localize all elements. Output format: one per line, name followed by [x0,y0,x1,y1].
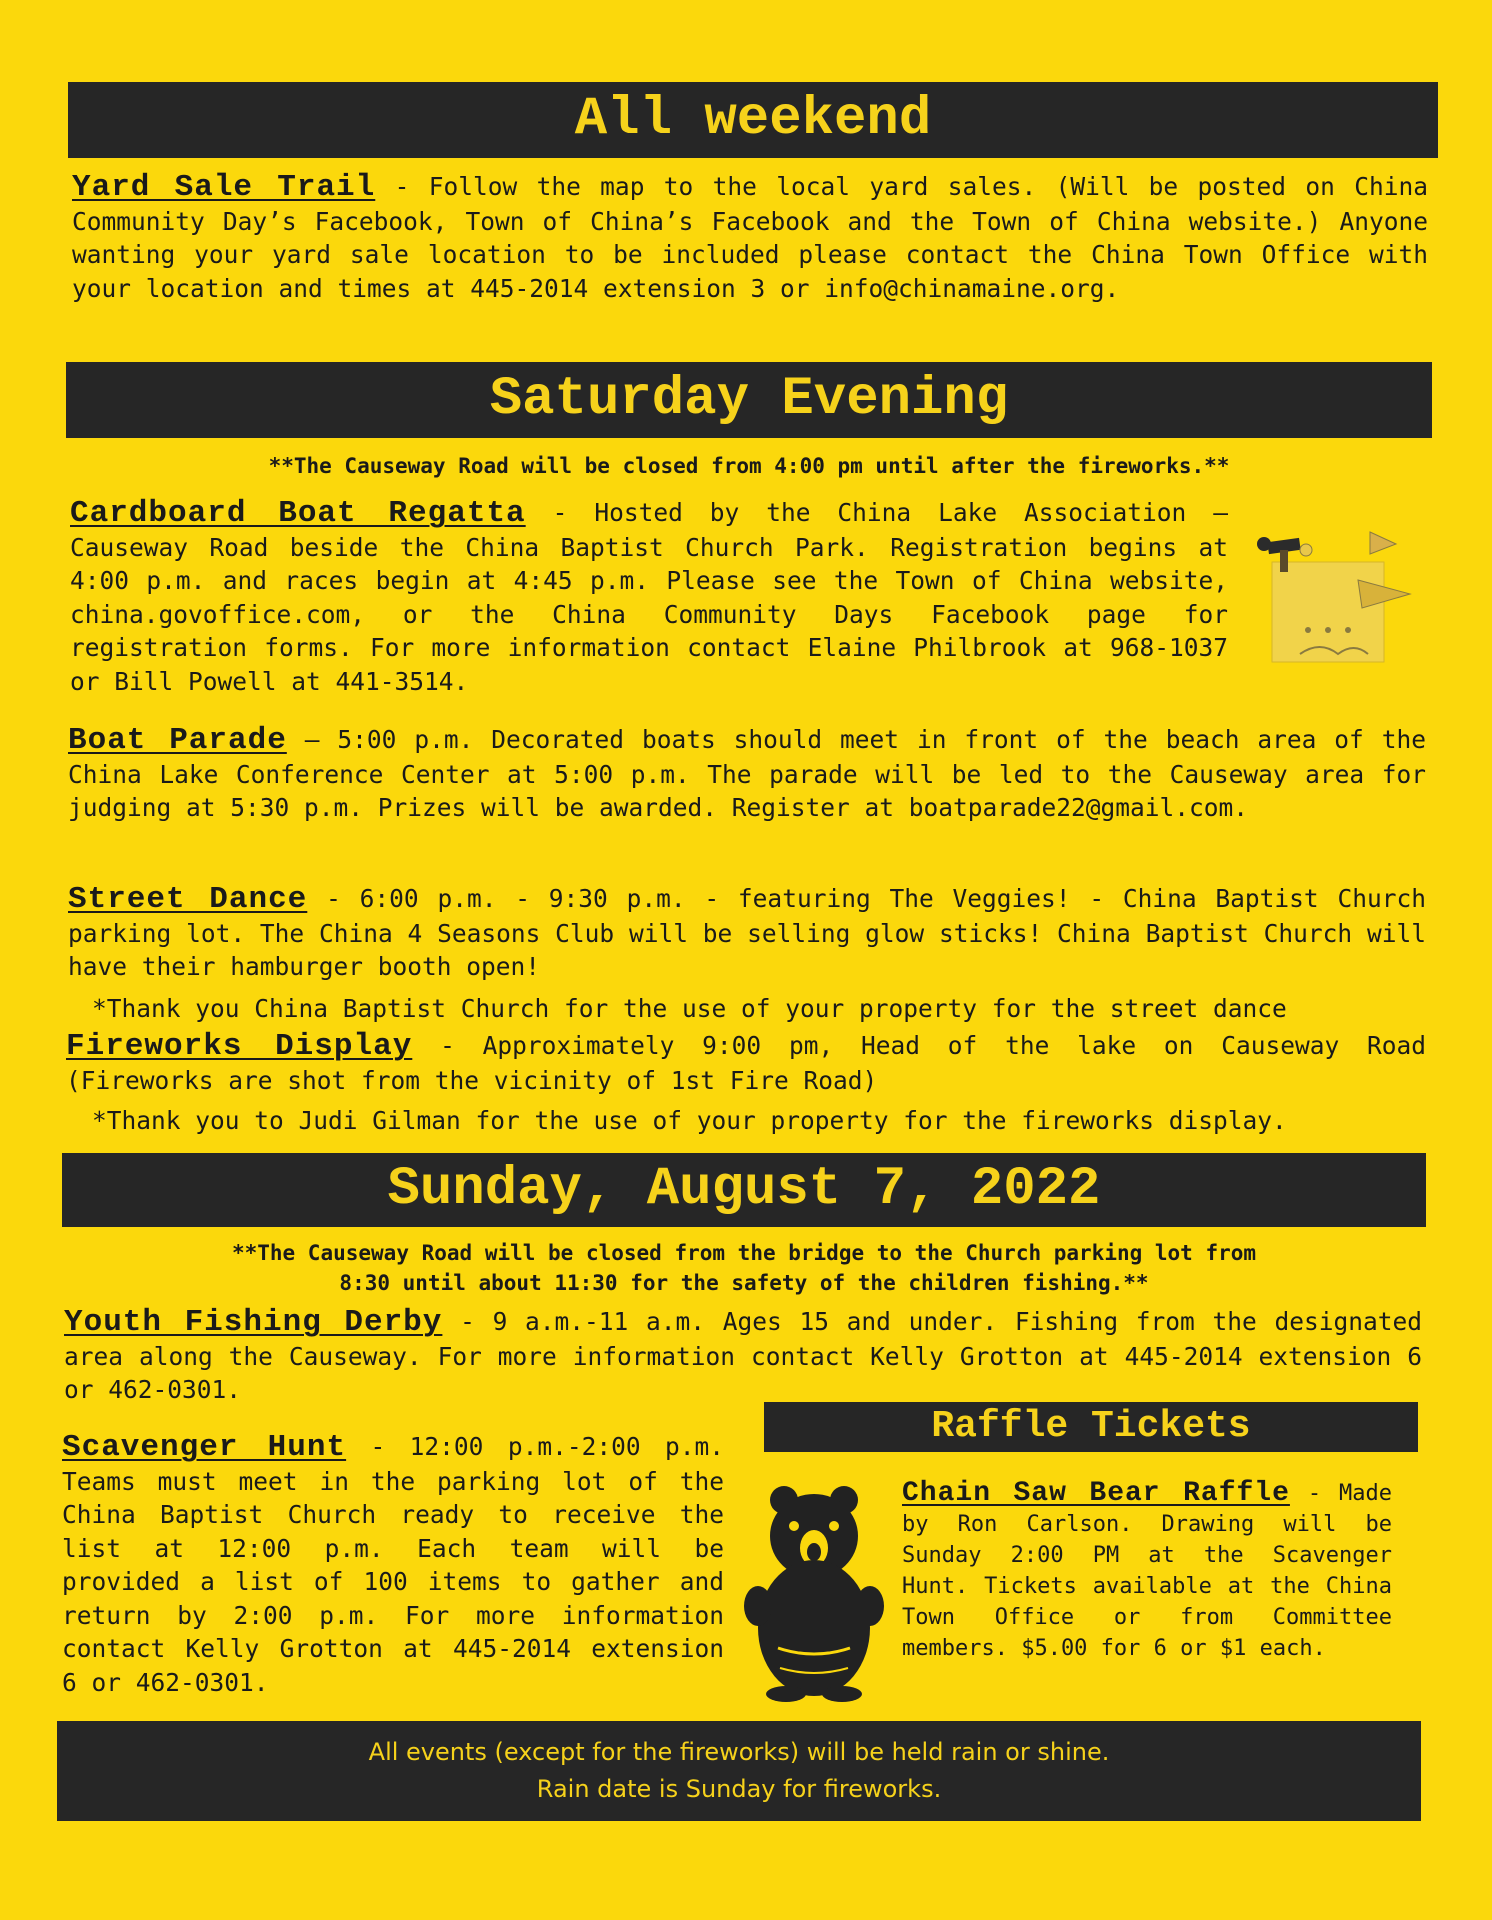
yard-sale-title: Yard Sale Trail [72,170,376,205]
sunday-road-note-line2: 8:30 until about 11:30 for the safety of the children fishing.** [339,1271,1149,1295]
yard-sale-paragraph [72,170,1428,305]
regatta-title: Cardboard Boat Regatta [70,496,526,531]
chainsaw-bear-illustration [744,1478,884,1703]
regatta-paragraph [70,496,1228,698]
fireworks-text: - Approximately 9:00 pm, Head of the lake on Causeway Road (Fireworks are shot from the vicinity of 1st Fire Road) [66,1031,1426,1095]
boat-parade-text: – 5:00 p.m. Decorated boats should meet in front of the beach area of the China Lake Conference Center at 5:00 p.m. The parade will be led to the Causeway area for judging at 5:30 p.m. Prizes will be awarded. Register at boatparade22@gmail.com. [68,725,1426,822]
saturday-heading: Saturday Evening [66,362,1432,438]
raffle-title: Chain Saw Bear Raffle [902,1478,1290,1509]
fishing-derby-paragraph [64,1305,1422,1407]
raffle-heading: Raffle Tickets [764,1402,1418,1452]
fireworks-title: Fireworks Display [66,1029,413,1064]
scavenger-hunt-title: Scavenger Hunt [62,1430,347,1465]
raffle-text: - Made by Ron Carlson. Drawing will be Sunday 2:00 PM at the Scavenger Hunt. Tickets available at the China Town Office or from Committee members. $5.00 for 6 or $1 each. [902,1481,1393,1661]
raffle-paragraph [902,1478,1392,1664]
fireworks-paragraph [66,1029,1426,1097]
fireworks-thanks: *Thank you to Judi Gilman for the use of your property for the fireworks display. [92,1106,1287,1135]
fishing-derby-text: - 9 a.m.-11 a.m. Ages 15 and under. Fishing from the designated area along the Causeway. For more information contact Kelly Grotton at 445-2014 extension 6 or 462-0301. [64,1307,1422,1404]
street-dance-title: Street Dance [68,882,308,917]
yard-sale-text: - Follow the map to the local yard sales. (Will be posted on China Community Day’s Facebook, Town of China’s Facebook and the Town of China website.) Anyone wanting your yard sale location to be included please contact the China Town Office with your location and times at 445-2014 extension 3 or info@chinamaine.org. [72,172,1428,303]
fishing-derby-title: Youth Fishing Derby [64,1305,443,1340]
boat-parade-paragraph [68,723,1426,825]
sunday-road-note-line1: **The Causeway Road will be closed from the bridge to the Church parking lot from [231,1241,1257,1265]
cardboard-boat-illustration [1250,522,1420,672]
footer-line1: All events (except for the fireworks) will be held rain or shine. [368,1738,1110,1766]
street-dance-text: - 6:00 p.m. - 9:30 p.m. - featuring The Veggies! - China Baptist Church parking lot. The China 4 Seasons Club will be selling glow sticks! China Baptist Church will have their hamburger booth open! [68,884,1426,981]
scavenger-hunt-text: - 12:00 p.m.-2:00 p.m. Teams must meet in the parking lot of the China Baptist Church ready to receive the list at 12:00 p.m. Each team will be provided a list of 100 items to gather and return by 2:00 p.m. For more information contact Kelly Grotton at 445-2014 extension 6 or 462-0301. [62,1432,724,1697]
boat-parade-title: Boat Parade [68,723,287,758]
street-dance-thanks: *Thank you China Baptist Church for the use of your property for the street dance [92,994,1287,1023]
sunday-heading: Sunday, August 7, 2022 [62,1153,1426,1227]
footer-line2: Rain date is Sunday for fireworks. [536,1775,942,1803]
footer-banner [57,1721,1421,1821]
regatta-text: - Hosted by the China Lake Association – Causeway Road beside the China Baptist Church Park. Registration begins at 4:00 p.m. and races begin at 4:45 p.m. Please see the Town of China website, china.govoffice.com, or the China Community Days Facebook page for registration forms. For more information contact Elaine Philbrook at 968-1037 or Bill Powell at 441-3514. [70,498,1228,696]
scavenger-hunt-paragraph [62,1430,724,1699]
saturday-road-note: **The Causeway Road will be closed from 4:00 pm until after the fireworks.** [268,454,1230,478]
street-dance-paragraph [68,882,1426,984]
all-weekend-heading: All weekend [68,82,1438,158]
